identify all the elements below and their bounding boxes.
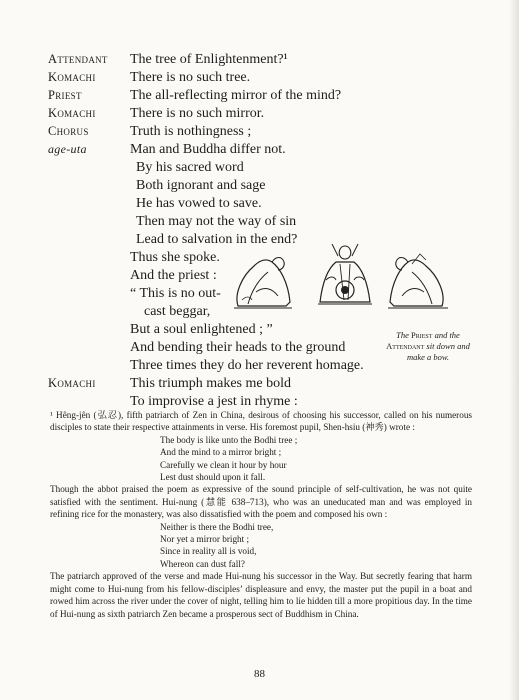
verse-line: Lest dust should upon it fall. (160, 472, 266, 483)
dialogue-line: And the priest : (130, 268, 217, 283)
speaker-label: Komachi (48, 376, 96, 390)
dialogue-line: He has vowed to save. (136, 196, 262, 211)
dialogue-line: Thus she spoke. (130, 250, 220, 265)
bowing-priest-illustration (228, 246, 296, 312)
dialogue-line: This triumph makes me bold (130, 376, 291, 391)
footnote (50, 409, 472, 620)
dialogue-line: By his sacred word (136, 160, 244, 175)
verse-line: And the mind to a mirror bright ; (160, 447, 282, 458)
verse-line: Neither is there the Bodhi tree, (160, 521, 274, 532)
dialogue-line: To improvise a jest in rhyme : (130, 394, 298, 409)
dialogue-line: The all-reflecting mirror of the mind? (130, 88, 342, 103)
caption-text: sit down and make a bow. (406, 341, 470, 362)
speaker-label: Komachi (48, 106, 96, 120)
dialogue-line: Three times they do her reverent homage. (130, 358, 364, 373)
verse-line: Whereon can dust fall? (160, 558, 245, 569)
footnote-verse (50, 521, 472, 571)
footnote-paragraph: Though the abbot praised the poem as expressive of the sound principle of self-cultivation, he was not quite satisfied with the sentiment. Hui-nung (慧能 638–713), who was an uneducated man and was employed in refining rice for the monastery, was also dissatisfied with the poem and composed his own : (50, 484, 472, 520)
verse-line: Carefully we clean it hour by hour (160, 459, 287, 470)
bowing-attendant-illustration (386, 246, 452, 312)
dialogue-line: Lead to salvation in the end? (136, 232, 298, 247)
page-number: 88 (254, 668, 265, 680)
dialogue-line: The tree of Enlightenment?¹ (130, 52, 288, 67)
speaker-label: Priest (48, 88, 82, 102)
dialogue-line: There is no such mirror. (130, 106, 265, 121)
caption-text: The (396, 330, 409, 340)
footnote-verse (50, 434, 472, 484)
footnote-paragraph: ¹ Hêng-jên (弘忍), fifth patriarch of Zen in China, desirous of choosing his successor, called on his numerous disciples to state their respective attainments in verse. His foremost pupil, Shen-hsiu (神秀) wrote : (50, 410, 472, 433)
dialogue-line: Truth is nothingness ; (130, 124, 252, 139)
dialogue-line: cast beggar, (144, 304, 211, 319)
caption-text: and the (434, 330, 460, 340)
caption-attendant: Attendant (386, 341, 425, 351)
stage-direction-label: age-uta (48, 142, 87, 156)
dialogue-line: But a soul enlightened ; ” (130, 322, 273, 337)
page-edge-shadow (509, 0, 519, 700)
illustration-caption (385, 330, 471, 363)
seated-komachi-illustration (314, 240, 376, 310)
dialogue-line: “ This is no out- (130, 286, 221, 301)
caption-priest: Priest (411, 330, 433, 340)
dialogue-line: Then may not the way of sin (136, 214, 297, 229)
footnote-paragraph: The patriarch approved of the verse and made Hui-nung his successor in the Way. But secretly fearing that harm might come to Hui-nung from his fellow-disciples’ displeasure and envy, the master put the pupil in a boat and rowed him across the river under the cover of night, telling him to lie hidden till a more propitious day. In the time of Hui-nung as sixth patriarch Zen became a prosperous sect of Buddhism in China. (50, 571, 472, 619)
verse-line: Nor yet a mirror bright ; (160, 534, 250, 545)
verse-line: The body is like unto the Bodhi tree ; (160, 434, 298, 445)
dialogue-line: And bending their heads to the ground (130, 340, 346, 355)
speaker-label: Komachi (48, 70, 96, 84)
dialogue-line: Both ignorant and sage (136, 178, 266, 193)
verse-line: Since in reality all is void, (160, 546, 257, 557)
speaker-label: Attendant (48, 52, 108, 66)
dialogue-line: Man and Buddha differ not. (130, 142, 286, 157)
dialogue-line: There is no such tree. (130, 70, 251, 85)
speaker-label: Chorus (48, 124, 89, 138)
